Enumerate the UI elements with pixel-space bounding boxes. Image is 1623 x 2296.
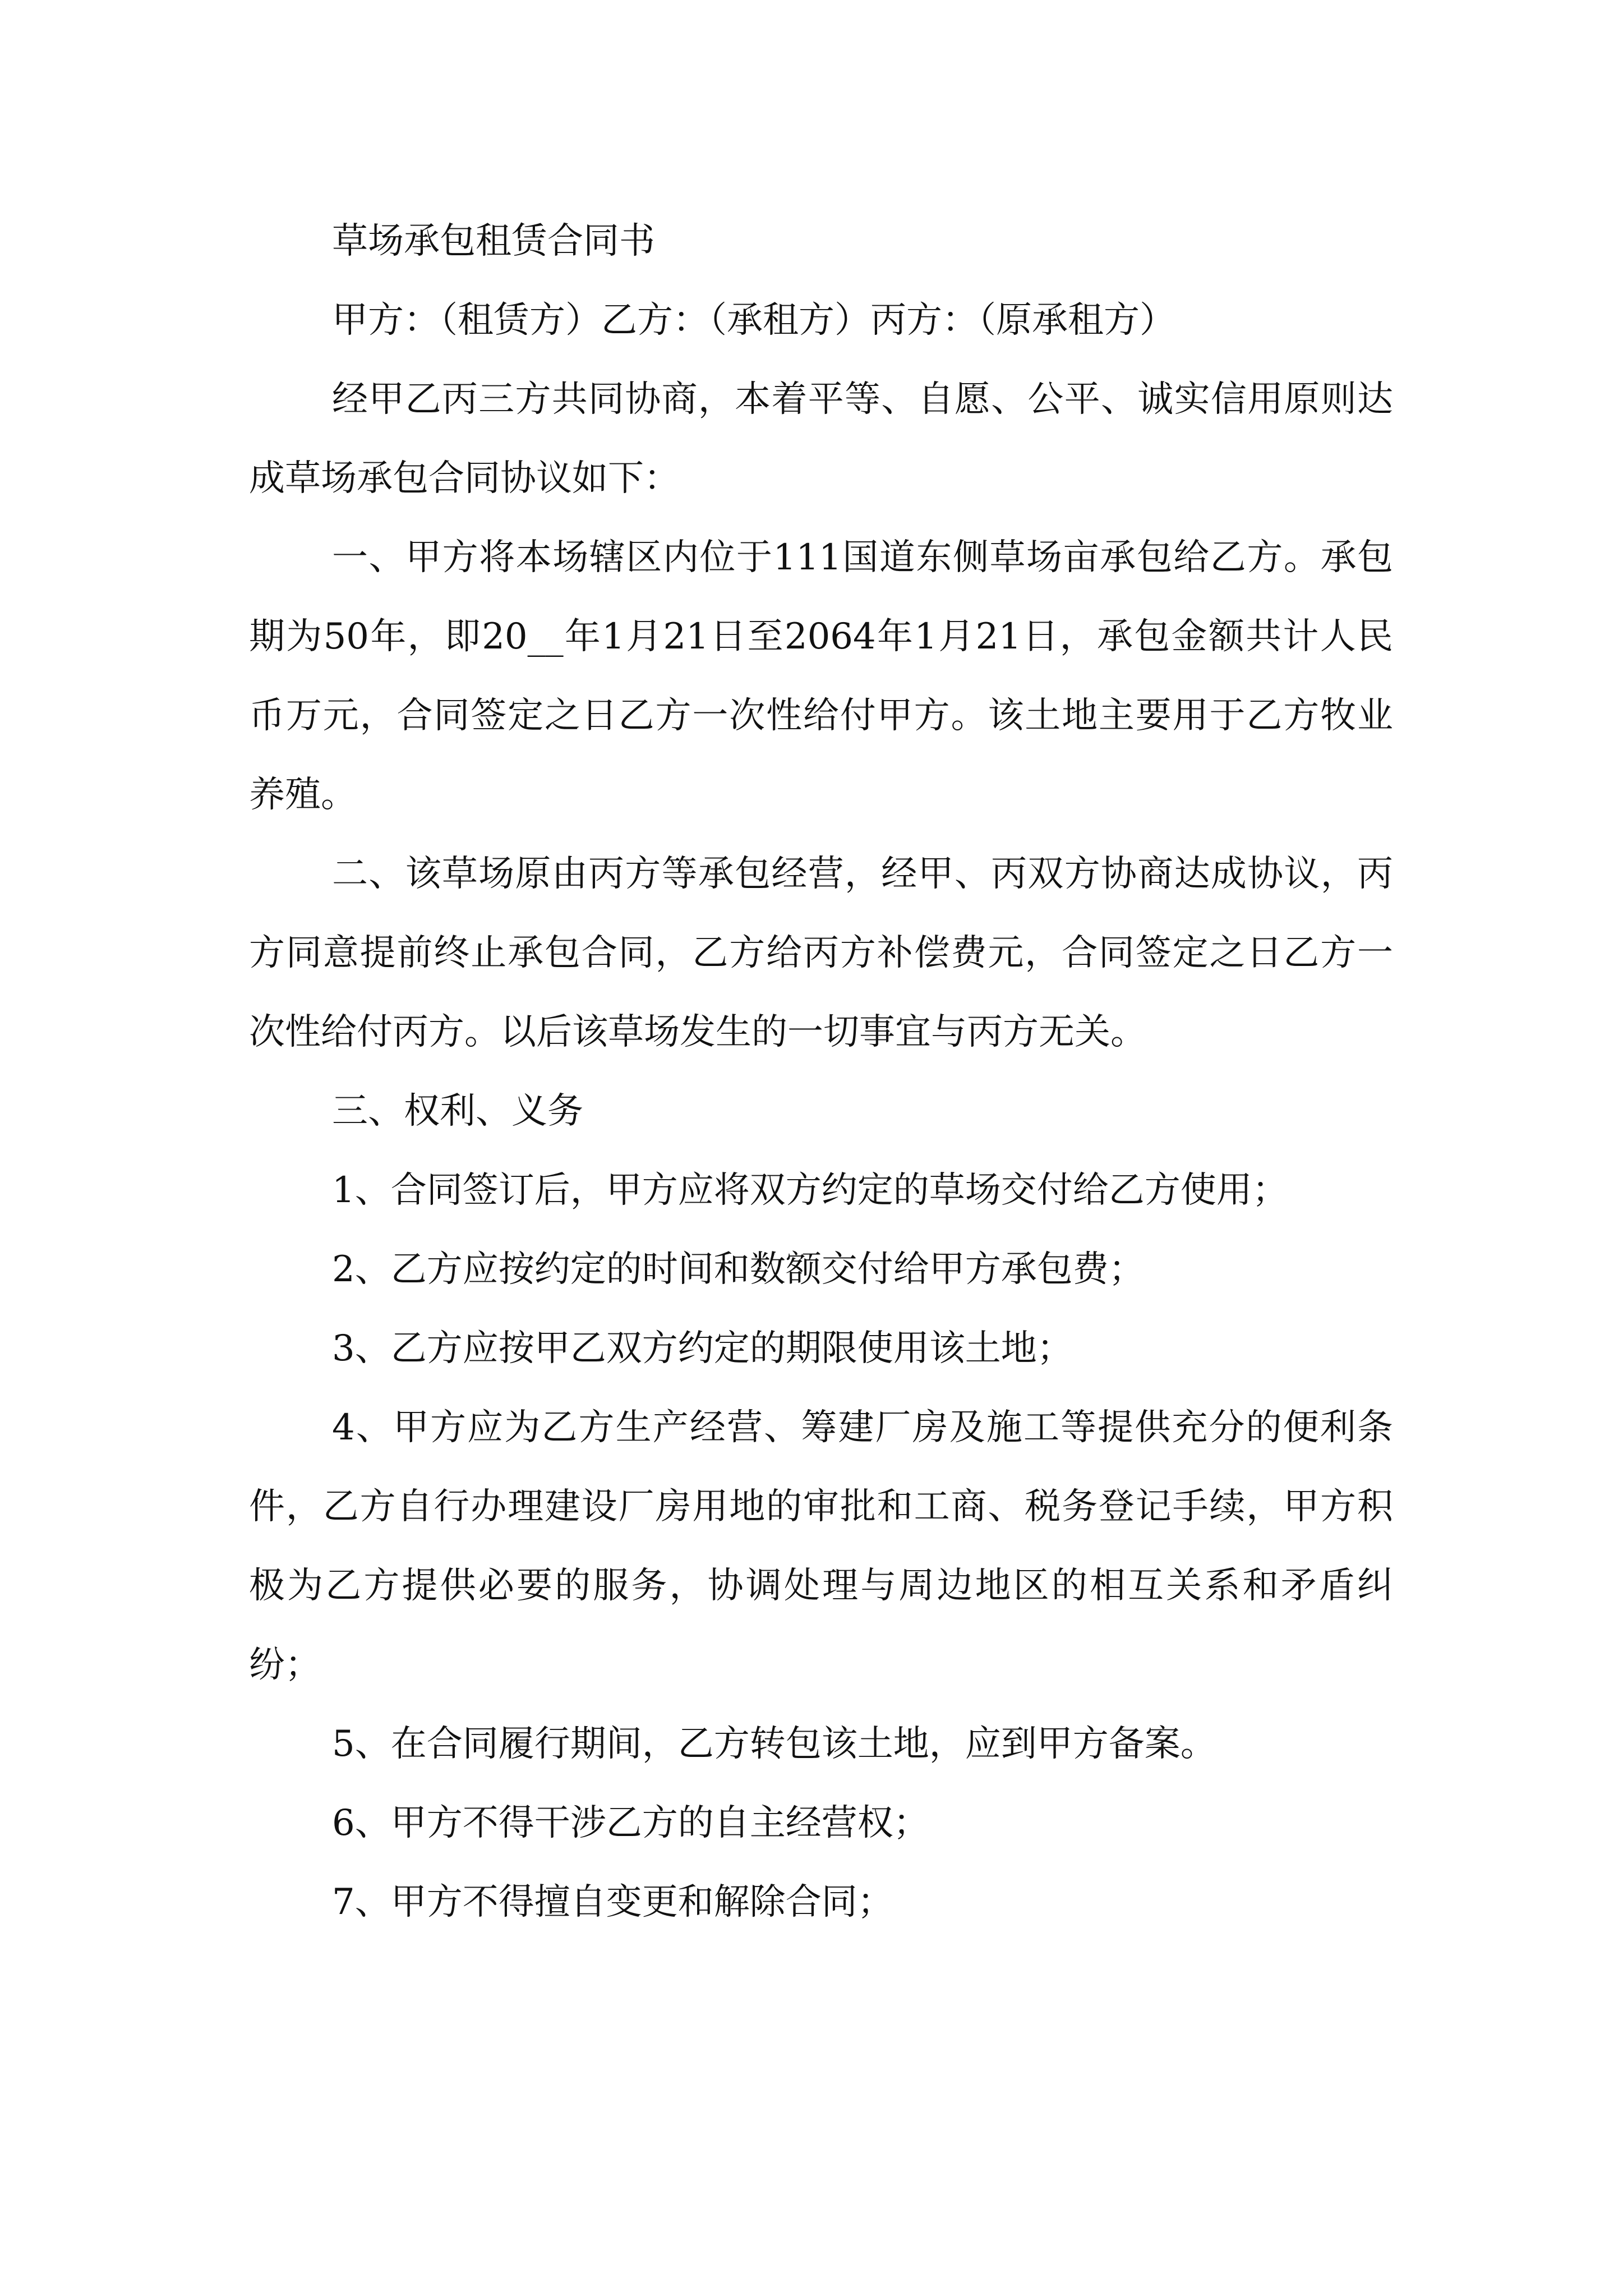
clause-6: 6、甲方不得干涉乙方的自主经营权； (332, 1802, 929, 1844)
clause-1: 1、合同签订后，甲方应将双方约定的草场交付给乙方使用； (332, 1170, 1288, 1211)
clause-2: 2、乙方应按约定的时间和数额交付给甲方承包费； (332, 1249, 1145, 1290)
document-title: 草场承包租赁合同书 (332, 220, 655, 262)
paragraph-intro: 经甲乙丙三方共同协商，本着平等、自愿、公平、诚实信用原则达成草场承包合同协议如下： (249, 379, 1393, 499)
parties-line: 甲方：（租赁方）乙方：（承租方）丙方：（原承租方） (332, 300, 1175, 341)
clause-7: 7、甲方不得擅自变更和解除合同； (332, 1881, 893, 1923)
contract-body (249, 202, 1393, 1942)
paragraph-article-1: 一、甲方将本场辖区内位于111国道东侧草场亩承包给乙方。承包期为50年，即20__年1月21日至2064年1月21日，承包金额共计人民币万元，合同签定之日乙方一次性给付甲方。该土地主要用于乙方牧业养殖。 (249, 537, 1393, 816)
clause-4: 4、甲方应为乙方生产经营、筹建厂房及施工等提供充分的便利条件，乙方自行办理建设厂房用地的审批和工商、税务登记手续，甲方积极为乙方提供必要的服务，协调处理与周边地区的相互关系和矛盾纠纷； (249, 1407, 1393, 1686)
heading-rights-obligations: 三、权利、义务 (332, 1091, 583, 1132)
paragraph-article-2: 二、该草场原由丙方等承包经营，经甲、丙双方协商达成协议，丙方同意提前终止承包合同，乙方给丙方补偿费元，合同签定之日乙方一次性给付丙方。以后该草场发生的一切事宜与丙方无关。 (249, 853, 1393, 1053)
clause-5: 5、在合同履行期间，乙方转包该土地，应到甲方备案。 (332, 1723, 1216, 1765)
clause-3: 3、乙方应按甲乙双方约定的期限使用该土地； (332, 1328, 1073, 1369)
